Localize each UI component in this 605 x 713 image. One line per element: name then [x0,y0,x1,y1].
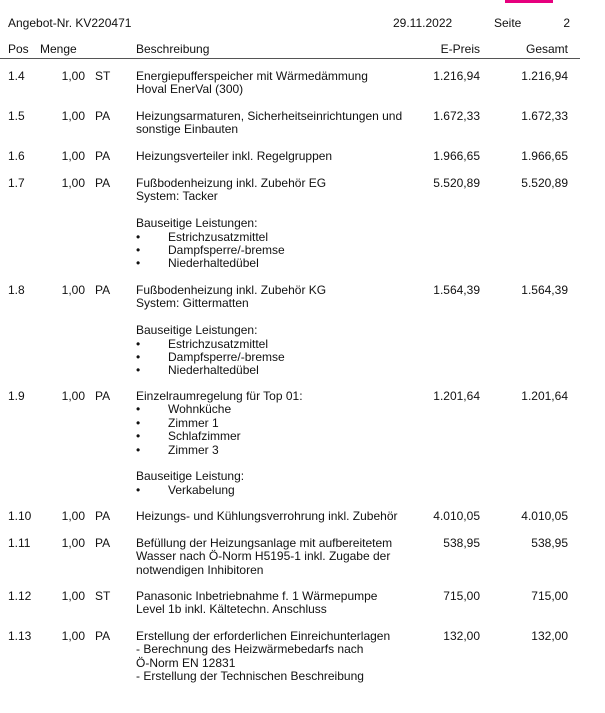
description-line: Panasonic Inbetriebnahme f. 1 Wärmepumpe [136,589,378,603]
item-position: 1.4 [8,69,25,83]
description-line: Energiepufferspeicher mit Wärmedämmung [136,69,368,83]
bullet-list [136,403,416,457]
item-unit: PA [95,283,111,297]
bullet-text: Zimmer 3 [168,442,219,457]
bullet-item [136,364,416,377]
item-unit: PA [95,389,111,403]
bullet-text: Wohnküche [168,402,232,417]
offer-date: 29.11.2022 [393,16,453,30]
bullet-glyph: • [136,243,141,258]
item-total: 4.010,05 [521,509,568,523]
bullet-text: Dampfsperre/-bremse [168,243,285,258]
spacer [136,457,416,470]
description-line: Wasser nach Ö-Norm H5195-1 inkl. Zugabe der [136,549,391,564]
item-position: 1.9 [8,389,25,403]
bullet-list [136,231,416,271]
sub-heading: Bauseitige Leistungen: [136,216,258,231]
bullet-glyph: • [136,429,141,444]
item-quantity: 1,00 [61,283,85,297]
item-total: 1.564,39 [521,283,568,297]
item-unit-price: 5.520,89 [433,176,480,190]
item-description [136,110,416,137]
item-unit: PA [95,109,111,123]
bullet-glyph: • [136,442,141,457]
item-description [136,537,416,577]
column-header-total: Gesamt [525,42,568,56]
page-number: 2 [563,16,570,30]
bullet-glyph: • [136,482,141,497]
item-quantity: 1,00 [61,109,85,123]
bullet-glyph: • [136,229,141,244]
item-position: 1.5 [8,109,25,123]
item-quantity: 1,00 [61,509,85,523]
item-quantity: 1,00 [61,69,85,83]
item-description [136,150,416,163]
description-line: Ö-Norm EN 12831 [136,655,236,670]
item-unit: ST [95,69,111,83]
item-unit: PA [95,509,111,523]
offer-number: Angebot-Nr. KV220471 [8,16,132,30]
item-unit-price: 715,00 [443,589,480,603]
description-line: Fußbodenheizung inkl. Zubehör KG [136,283,327,297]
item-total: 1.966,65 [521,149,568,163]
item-total: 5.520,89 [521,176,568,190]
bullet-text: Estrichzusatzmittel [168,336,269,351]
bullet-item [136,338,416,351]
item-total: 132,00 [531,629,568,643]
spacer [136,311,416,324]
header-divider [0,58,580,59]
bullet-item [136,444,416,457]
item-unit: PA [95,629,111,643]
bullet-glyph: • [136,350,141,365]
item-total: 1.672,33 [521,109,568,123]
column-header-unit-price: E-Preis [440,42,480,56]
item-unit-price: 1.564,39 [433,283,480,297]
bullet-text: Verkabelung [168,482,235,497]
item-position: 1.7 [8,176,25,190]
bullet-text: Niederhaltedübel [168,363,259,378]
item-unit-price: 132,00 [443,629,480,643]
description-line: Befüllung der Heizungsanlage mit aufbereitetem [136,536,393,550]
description-line: sonstige Einbauten [136,122,239,137]
description-line: - Berechnung des Heizwärmebedarfs nach [136,642,364,657]
spacer [136,204,416,217]
item-position: 1.6 [8,149,25,163]
item-position: 1.8 [8,283,25,297]
bullet-text: Niederhaltedübel [168,256,259,271]
item-unit-price: 1.966,65 [433,149,480,163]
item-quantity: 1,00 [61,629,85,643]
bullet-list [136,338,416,378]
bullet-item [136,231,416,244]
description-line: - Erstellung der Technischen Beschreibung [136,669,364,684]
bullet-text: Zimmer 1 [168,415,219,430]
item-description [136,630,416,684]
description-line: Erstellung der erforderlichen Einreichunterlagen [136,629,391,643]
column-header-description: Beschreibung [136,42,210,56]
item-unit-price: 538,95 [443,536,480,550]
item-position: 1.13 [8,629,32,643]
bullet-text: Dampfsperre/-bremse [168,350,285,365]
description-line: Hoval EnerVal (300) [136,82,244,97]
bullet-item [136,257,416,270]
bullet-glyph: • [136,363,141,378]
item-unit: PA [95,536,111,550]
item-quantity: 1,00 [61,149,85,163]
page-label: Seite [494,16,522,30]
item-unit-price: 1.201,64 [433,389,480,403]
item-total: 1.216,94 [521,69,568,83]
bullet-item [136,403,416,416]
column-header-qty: Menge [40,42,77,56]
description-line: Heizungsverteiler inkl. Regelgruppen [136,149,333,163]
sub-heading: Bauseitige Leistung: [136,469,245,484]
description-line: Heizungsarmaturen, Sicherheitseinrichtungen und [136,109,403,123]
bullet-glyph: • [136,415,141,430]
bullet-glyph: • [136,336,141,351]
description-line: Fußbodenheizung inkl. Zubehör EG [136,176,327,190]
description-line: Einzelraumregelung für Top 01: [136,389,303,403]
description-line: System: Tacker [136,189,218,204]
item-total: 1.201,64 [521,389,568,403]
bullet-item [136,417,416,430]
item-unit: PA [95,149,111,163]
item-quantity: 1,00 [61,176,85,190]
item-unit: ST [95,589,111,603]
item-description [136,70,416,97]
item-description [136,390,416,497]
bullet-glyph: • [136,402,141,417]
brand-accent-bar [505,0,553,3]
item-description [136,284,416,378]
bullet-list [136,484,416,497]
item-unit-price: 1.672,33 [433,109,480,123]
item-position: 1.11 [8,536,31,550]
bullet-item [136,484,416,497]
description-line: Heizungs- und Kühlungsverrohrung inkl. Zubehör [136,509,398,523]
item-total: 715,00 [531,589,568,603]
description-line: Level 1b inkl. Kältetechn. Anschluss [136,602,327,617]
sub-heading: Bauseitige Leistungen: [136,323,258,338]
item-position: 1.12 [8,589,32,603]
item-quantity: 1,00 [61,389,85,403]
bullet-item [136,244,416,257]
bullet-text: Schlafzimmer [168,429,241,444]
item-description [136,590,416,617]
item-quantity: 1,00 [61,536,85,550]
item-description [136,510,416,523]
bullet-item [136,351,416,364]
column-header-pos: Pos [8,42,29,56]
item-position: 1.10 [8,509,32,523]
bullet-text: Estrichzusatzmittel [168,229,269,244]
bullet-item [136,430,416,443]
item-unit-price: 4.010,05 [433,509,480,523]
item-description [136,177,416,271]
item-quantity: 1,00 [61,589,85,603]
item-unit: PA [95,176,111,190]
item-unit-price: 1.216,94 [433,69,480,83]
description-line: notwendigen Inhibitoren [136,562,264,577]
item-total: 538,95 [531,536,568,550]
description-line: System: Gittermatten [136,296,249,311]
bullet-glyph: • [136,256,141,271]
